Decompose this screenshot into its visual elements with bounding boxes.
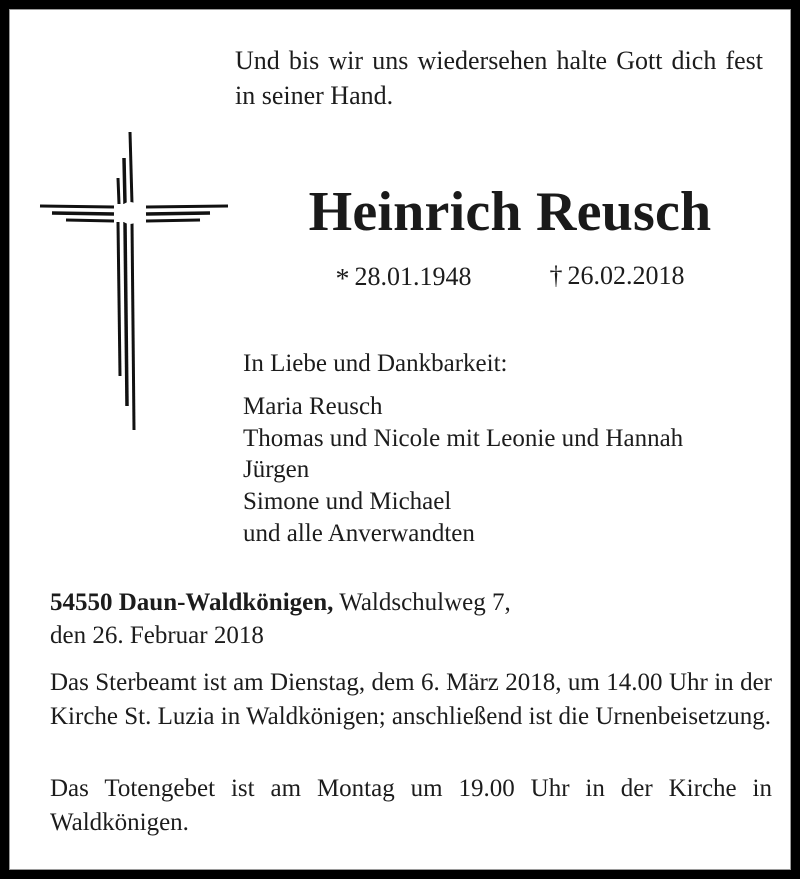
birth-star-icon: * (335, 264, 350, 295)
family-intro-text: In Liebe und Dankbarkeit: (243, 350, 508, 377)
deceased-name: Heinrich Reusch (308, 181, 712, 243)
family-block (243, 348, 783, 550)
birth-date (336, 260, 472, 294)
address-street-line (50, 586, 770, 619)
birth-date-value: 28.01.1948 (354, 262, 472, 291)
address-city: 54550 Daun-Waldkönigen, (50, 589, 334, 616)
address-street: Waldschulweg 7, (333, 589, 511, 616)
address-date: den 26. Februar 2018 (50, 622, 264, 650)
death-cross-icon: † (549, 261, 563, 290)
prayer-service-info: Das Totengebet ist am Montag um 19.00 Uhr in der Kirche in Waldkönigen. (50, 775, 772, 836)
death-date-value: 26.02.2018 (567, 261, 685, 290)
family-member: Simone und Michael (243, 488, 452, 515)
epitaph-text: Und bis wir uns wiedersehen halte Gott dich fest in seiner Hand. (235, 46, 763, 110)
address-block (50, 586, 770, 653)
family-member: Maria Reusch (243, 392, 383, 420)
family-member: Jürgen (243, 456, 310, 484)
family-member: und alle Anverwandten (243, 519, 475, 547)
sketched-cross-icon (28, 118, 238, 438)
family-member: Thomas und Nicole mit Leonie und Hannah (243, 424, 684, 452)
death-date (550, 260, 685, 294)
life-dates (260, 260, 760, 294)
notice-inner-frame (9, 9, 791, 870)
funeral-service-info: Das Sterbeamt ist am Dienstag, dem 6. März 2018, um 14.00 Uhr in der Kirche St. Luzia in Waldkönigen; anschließend ist die Urnenbeisetzung. (50, 669, 772, 730)
